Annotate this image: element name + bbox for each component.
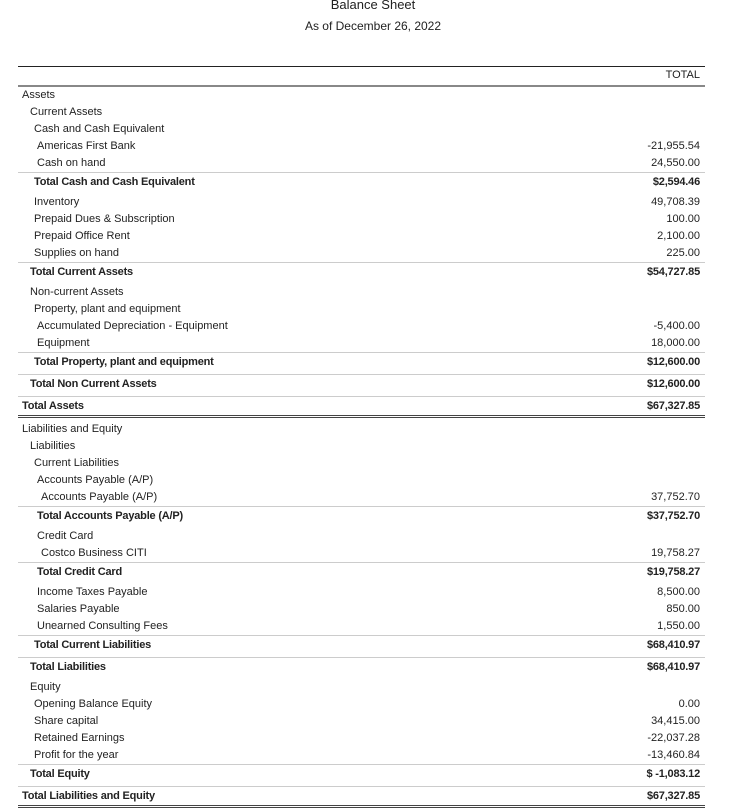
row-label: Assets xyxy=(22,89,56,101)
total-row xyxy=(18,396,705,418)
row-label: Accumulated Depreciation - Equipment xyxy=(37,320,228,332)
row-value: 19,758.27 xyxy=(651,547,700,559)
row-label: Income Taxes Payable xyxy=(37,586,148,598)
row-label: Non-current Assets xyxy=(30,286,124,298)
row-label: Total Current Assets xyxy=(30,266,133,278)
total-row xyxy=(18,764,705,783)
row-value: 49,708.39 xyxy=(651,196,700,208)
column-header-row xyxy=(18,66,705,87)
row-value: -21,955.54 xyxy=(647,140,700,152)
row-label: Profit for the year xyxy=(34,749,119,761)
row-label: Accounts Payable (A/P) xyxy=(41,491,158,503)
row-value: -5,400.00 xyxy=(653,320,700,332)
row-value: 2,100.00 xyxy=(657,230,700,242)
row-label: Liabilities and Equity xyxy=(22,423,123,435)
row-label: Supplies on hand xyxy=(34,247,120,259)
row-label: Prepaid Dues & Subscription xyxy=(34,213,175,225)
row-label: Total Non Current Assets xyxy=(30,378,157,390)
section-header-row xyxy=(18,472,705,489)
row-label: Total Current Liabilities xyxy=(34,639,152,651)
total-row xyxy=(18,262,705,281)
section-header-row xyxy=(18,679,705,696)
row-label: Cash on hand xyxy=(37,157,106,169)
account-row xyxy=(18,747,705,764)
row-value: $68,410.97 xyxy=(646,639,700,651)
account-row xyxy=(18,318,705,335)
row-value: $68,410.97 xyxy=(646,661,700,673)
section-header-row xyxy=(18,421,705,438)
row-label: Current Assets xyxy=(30,106,103,118)
section-header-row xyxy=(18,301,705,318)
row-label: Current Liabilities xyxy=(34,457,119,469)
row-label: Credit Card xyxy=(37,530,94,542)
row-value: 24,550.00 xyxy=(651,157,700,169)
row-value: 8,500.00 xyxy=(657,586,700,598)
total-row xyxy=(18,352,705,371)
row-label: Total Liabilities xyxy=(30,661,106,673)
section-header-row xyxy=(18,284,705,301)
account-row xyxy=(18,245,705,262)
row-label: Americas First Bank xyxy=(37,140,136,152)
row-value: -13,460.84 xyxy=(647,749,700,761)
row-label: Prepaid Office Rent xyxy=(34,230,130,242)
row-label: Accounts Payable (A/P) xyxy=(37,474,154,486)
total-row xyxy=(18,172,705,191)
row-value: $54,727.85 xyxy=(646,266,700,278)
section-header-row xyxy=(18,528,705,545)
account-row xyxy=(18,489,705,506)
row-label: Equity xyxy=(30,681,61,693)
section-header-row xyxy=(18,121,705,138)
total-row xyxy=(18,506,705,525)
row-label: Total Liabilities and Equity xyxy=(22,790,155,802)
row-value: 37,752.70 xyxy=(651,491,700,503)
total-row xyxy=(18,374,705,393)
row-label: Costco Business CITI xyxy=(41,547,147,559)
row-label: Inventory xyxy=(34,196,80,208)
row-value: $37,752.70 xyxy=(646,510,700,522)
row-label: Retained Earnings xyxy=(34,732,125,744)
row-label: Liabilities xyxy=(30,440,76,452)
section-header-row xyxy=(18,87,705,104)
section-header-row xyxy=(18,438,705,455)
row-label: Total Accounts Payable (A/P) xyxy=(37,510,183,522)
account-row xyxy=(18,228,705,245)
row-label: Share capital xyxy=(34,715,99,727)
account-row xyxy=(18,601,705,618)
row-label: Equipment xyxy=(37,337,90,349)
account-row xyxy=(18,584,705,601)
column-header-total: TOTAL xyxy=(665,69,700,81)
account-row xyxy=(18,155,705,172)
account-row xyxy=(18,211,705,228)
section-header-row xyxy=(18,104,705,121)
report-rows xyxy=(18,87,705,808)
account-row xyxy=(18,730,705,747)
row-value: 850.00 xyxy=(666,603,700,615)
row-value: $2,594.46 xyxy=(652,176,700,188)
row-label: Salaries Payable xyxy=(37,603,120,615)
report-title: Balance Sheet xyxy=(330,0,416,12)
row-value: 225.00 xyxy=(666,247,700,259)
row-value: 0.00 xyxy=(678,698,700,710)
row-value: $19,758.27 xyxy=(646,566,700,578)
account-row xyxy=(18,618,705,635)
row-value: $12,600.00 xyxy=(646,378,700,390)
row-label: Unearned Consulting Fees xyxy=(37,620,168,632)
total-row xyxy=(18,562,705,581)
account-row xyxy=(18,545,705,562)
row-value: 100.00 xyxy=(666,213,700,225)
total-row xyxy=(18,786,705,808)
row-value: 18,000.00 xyxy=(651,337,700,349)
account-row xyxy=(18,335,705,352)
row-label: Total Equity xyxy=(30,768,90,780)
row-value: -22,037.28 xyxy=(647,732,700,744)
total-row xyxy=(18,635,705,654)
total-row xyxy=(18,657,705,676)
row-label: Total Property, plant and equipment xyxy=(34,356,214,368)
account-row xyxy=(18,713,705,730)
row-label: Property, plant and equipment xyxy=(34,303,181,315)
row-label: Cash and Cash Equivalent xyxy=(34,123,165,135)
balance-sheet-table xyxy=(18,66,705,811)
row-label: Total Credit Card xyxy=(37,566,123,578)
row-label: Total Assets xyxy=(22,400,84,412)
row-value: $ -1,083.12 xyxy=(646,768,700,780)
row-label: Opening Balance Equity xyxy=(34,698,153,710)
row-value: 1,550.00 xyxy=(657,620,700,632)
section-header-row xyxy=(18,455,705,472)
account-row xyxy=(18,138,705,155)
row-label: Total Cash and Cash Equivalent xyxy=(34,176,195,188)
row-value: $67,327.85 xyxy=(646,790,700,802)
account-row xyxy=(18,194,705,211)
report-date: As of December 26, 2022 xyxy=(304,19,442,33)
account-row xyxy=(18,696,705,713)
row-value: $12,600.00 xyxy=(646,356,700,368)
row-value: $67,327.85 xyxy=(646,400,700,412)
row-value: 34,415.00 xyxy=(651,715,700,727)
